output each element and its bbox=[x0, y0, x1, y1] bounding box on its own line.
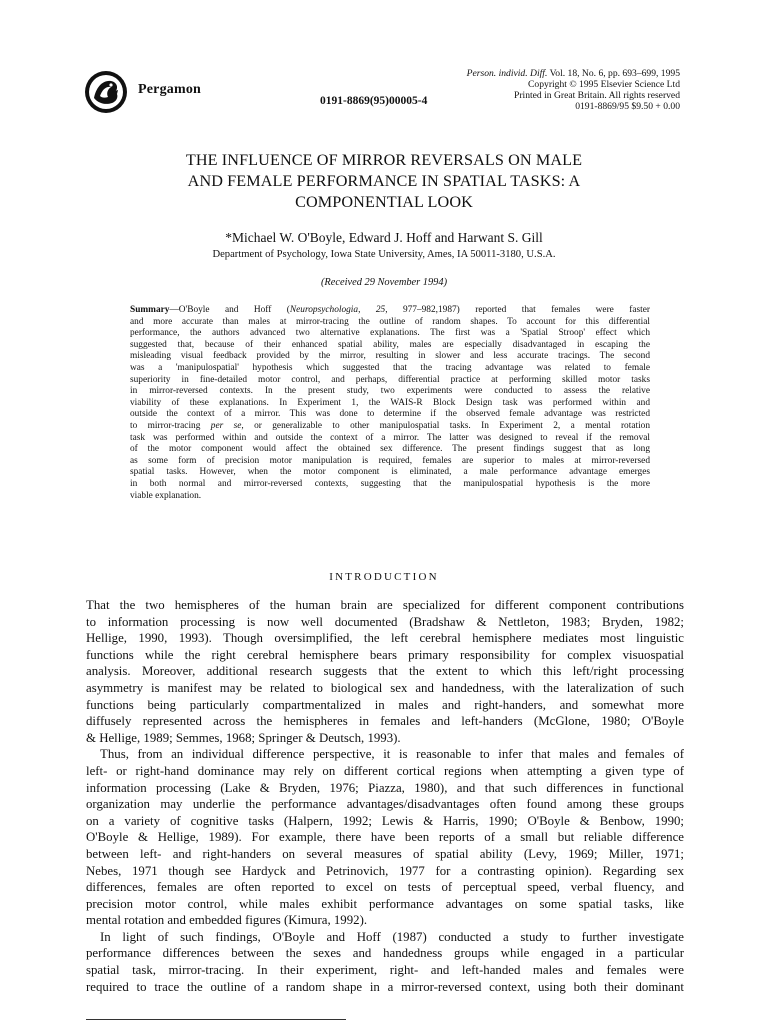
summary-line: and more accurate than males at mirror-tracing the outline of random shapes. To account for this differential bbox=[130, 316, 650, 327]
paragraph-line: mental rotation and embedded figures (Kimura, 1992). bbox=[86, 913, 368, 928]
paragraph-line: Thus, from an individual difference perspective, it is reasonable to infer that males and females of bbox=[100, 747, 684, 762]
paragraph-line: Nebes, 1971 though see Hardyck and Petrinovich, 1977 for a contrasting opinion). Regarding sex bbox=[86, 863, 684, 878]
citation-line: 0191-8869/95 $9.50 + 0.00 bbox=[575, 101, 680, 112]
paragraph-line: left- or right-hand dominance may rely on different cortical regions when attempting a given type of bbox=[86, 763, 684, 778]
summary-line: suggested that, because of their enhanced spatial ability, males are especially disadvantaged in escaping the bbox=[130, 339, 650, 350]
footnote-divider bbox=[86, 1019, 346, 1020]
paragraph-line: In light of such findings, O'Boyle and Hoff (1987) conducted a study to further investigate bbox=[100, 929, 684, 944]
paragraph-line: diffusely represented across the hemispheres in females and left-handers (McGlone, 1980; O'Boyle bbox=[86, 714, 684, 729]
introduction-body bbox=[86, 597, 684, 995]
abstract-summary bbox=[130, 305, 650, 502]
section-heading: INTRODUCTION bbox=[329, 571, 439, 583]
summary-line: to mirror-tracing per se, or generalizable to other manipulospatial tasks. In Experiment 2, a mental rotation bbox=[130, 420, 650, 431]
article-issn: 0191-8869(95)00005-4 bbox=[320, 95, 428, 107]
summary-line: misleading visual feedback provided by the mirror, resulting in slower and less accurate tracings. The second bbox=[130, 351, 650, 362]
publisher-name: Pergamon bbox=[138, 82, 202, 97]
paragraph-line: Hellige, 1990, 1993). Though oversimplified, the left cerebral hemisphere mediates most linguistic bbox=[86, 631, 684, 646]
title-line: COMPONENTIAL LOOK bbox=[295, 193, 473, 211]
article-title bbox=[60, 150, 708, 213]
paragraph-line: on a variety of cognitive tasks (Halpern, 1992; Lewis & Harris, 1990; O'Boyle & Benbow, 1990; bbox=[86, 813, 684, 828]
author-affiliation: Department of Psychology, Iowa State University, Ames, IA 50011-3180, U.S.A. bbox=[212, 249, 556, 260]
paragraph-line: That the two hemispheres of the human brain are specialized for different component contributions bbox=[86, 598, 684, 612]
paragraph-line: & Hellige, 1989; Semmes, 1968; Springer & Deutsch, 1993). bbox=[86, 730, 401, 745]
paragraph-line: between left- and right-handers on several measures of spatial ability (Levy, 1969; Miller, 1971; bbox=[86, 846, 684, 861]
title-line: AND FEMALE PERFORMANCE IN SPATIAL TASKS: A bbox=[187, 172, 581, 190]
summary-line: as some form of precision motor manipulation is required, females are superior to males at mirror-reversed bbox=[130, 455, 650, 466]
paragraph-line: analysis. Moreover, additional research suggests that the extent to which this left/right processing bbox=[86, 664, 684, 679]
paragraph-line: organization may underlie the performance advantages/disadvantages often found among these groups bbox=[86, 797, 684, 812]
paragraph-line: precision motor control, while males exhibit performance advantages on some spatial tasks, like bbox=[86, 896, 684, 911]
summary-line: in both normal and mirror-reversed contexts, suggesting that the manipulospatial hypothesis is the more bbox=[130, 478, 650, 489]
title-line: THE INFLUENCE OF MIRROR REVERSALS ON MALE bbox=[185, 151, 583, 169]
paragraph-line: O'Boyle & Hellige, 1989). For example, there have been reports of a small but reliable difference bbox=[86, 830, 684, 845]
paragraph-line: asymmetry is manifest may be related to biological sex and handedness, with the lateralization of such bbox=[86, 680, 684, 695]
paragraph-line: information processing (Lake & Bryden, 1976; Piazza, 1980), and that such differences in functional bbox=[86, 780, 684, 795]
summary-line: Summary—O'Boyle and Hoff (Neuropsychologia, 25, 977–982,1987) reported that females were faster bbox=[130, 305, 650, 315]
citation-line: Person. individ. Diff. Vol. 18, No. 6, pp. 693–699, 1995 bbox=[466, 68, 680, 79]
paragraph-line: performance differences between the sexes and handedness groups while engaged in a particular bbox=[86, 946, 684, 961]
paragraph-line: to information processing is now well documented (Bradshaw & Nettleton, 1983; Bryden, 1982; bbox=[86, 614, 684, 629]
summary-label: Summary bbox=[130, 305, 170, 315]
citation-line: Printed in Great Britain. All rights reserved bbox=[514, 90, 680, 101]
paragraph-line: differences, females are often reported to excel on tests of perceptual speed, verbal fluency, and bbox=[86, 880, 684, 895]
paragraph-line: spatial task, mirror-tracing. In their experiment, right- and left-handed males and females were bbox=[86, 963, 684, 978]
summary-line: performance, the authors advanced two alternative explanations. The first was a 'Spatial Stroop' effect which bbox=[130, 328, 650, 339]
journal-citation bbox=[467, 68, 680, 112]
summary-line: was a 'manipulospatial' hypothesis which suggested that the tracing advantage was related to female bbox=[130, 362, 650, 373]
article-authors: *Michael W. O'Boyle, Edward J. Hoff and Harwant S. Gill bbox=[225, 230, 543, 245]
summary-line: outside the context of a mirror. This was done to determine if the observed female advantage was restricted bbox=[130, 409, 650, 420]
summary-line: superiority in fine-detailed motor control, and perhaps, differential practice at performing skilled motor tasks bbox=[130, 374, 650, 385]
summary-line: task was performed within and outside the context of a mirror. The latter was designed to reveal if the removal bbox=[130, 432, 650, 443]
paragraph-line: required to trace the outline of a random shape in a mirror-reversed context, using both their dominant bbox=[86, 979, 684, 994]
summary-line: in mirror-reversed contexts. In the present study, two experiments were conducted to assess the relative bbox=[130, 386, 650, 397]
citation-line: Copyright © 1995 Elsevier Science Ltd bbox=[528, 79, 680, 90]
paragraph-line: functions while the right cerebral hemisphere bears primary responsibility for complex visuospatial bbox=[86, 647, 684, 662]
summary-line: spatial tasks. However, when the motor component is eliminated, a male performance advantage emerges bbox=[130, 467, 650, 478]
summary-line: viability of these explanations. In Experiment 1, the WAIS-R Block Design task was performed within and bbox=[130, 397, 650, 408]
summary-line: of the motor component would affect the obtained sex difference. The present findings suggest that as long bbox=[130, 444, 650, 455]
summary-line: viable explanation. bbox=[130, 490, 202, 501]
received-date: (Received 29 November 1994) bbox=[320, 277, 448, 288]
paragraph-line: functions being particularly compartmentalized in males and right-handers, and somewhat more bbox=[86, 697, 684, 712]
pergamon-logo-icon bbox=[84, 70, 128, 114]
